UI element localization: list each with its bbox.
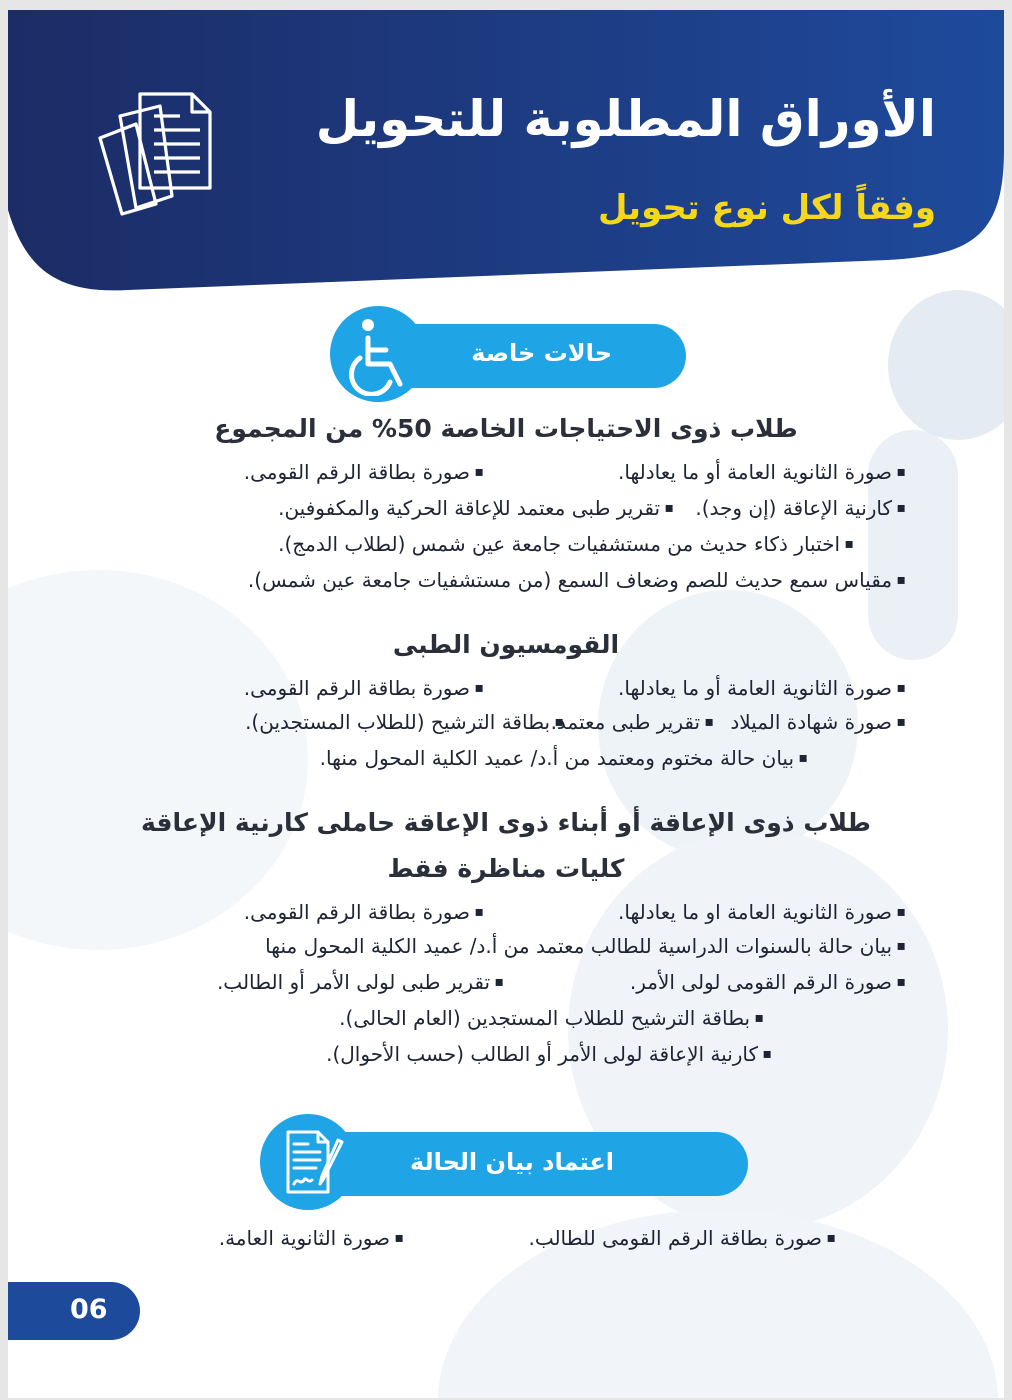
list-item: ▪ تقرير طبى لولى الأمر أو الطالب.: [217, 970, 504, 994]
list-item: ▪ صورة الثانوية العامة او ما يعادلها.: [618, 900, 906, 924]
group-heading: القومسيون الطبى: [392, 630, 620, 659]
group-heading: طلاب ذوى الإعاقة أو أبناء ذوى الإعاقة حاملى كارنية الإعاقة: [141, 808, 871, 837]
list-item: ▪ مقياس سمع حديث للصم وضعاف السمع (من مستشفيات جامعة عين شمس).: [248, 568, 906, 592]
list-item: ▪ صورة الثانوية العامة أو ما يعادلها.: [618, 460, 906, 484]
list-item: ▪ كارنية الإعاقة (إن وجد).: [695, 496, 906, 520]
page: [8, 10, 1004, 1398]
list-item: ▪ صورة بطاقة الرقم القومى.: [244, 900, 484, 924]
page-number: 06: [70, 1294, 108, 1325]
list-item: ▪ بطاقة الترشيح للطلاب المستجدين (العام الحالى).: [339, 1006, 764, 1030]
list-item: ▪ صورة بطاقة الرقم القومى للطالب.: [528, 1226, 836, 1250]
header-banner: [8, 10, 1004, 300]
section-label: اعتماد بيان الحالة: [410, 1148, 614, 1176]
group-heading: كليات مناظرة فقط: [387, 854, 625, 883]
page-subtitle: وفقاً لكل نوع تحويل: [597, 188, 936, 228]
list-item: ▪ صورة بطاقة الرقم القومى.: [244, 460, 484, 484]
list-item: ▪ صورة الثانوية العامة.: [219, 1226, 404, 1250]
list-item: ▪ بيان حالة مختوم ومعتمد من أ.د/ عميد الكلية المحول منها.: [320, 746, 808, 770]
list-item: ▪ صورة الرقم القومى لولى الأمر.: [630, 970, 906, 994]
list-item: ▪ كارنية الإعاقة لولى الأمر أو الطالب (حسب الأحوال).: [326, 1042, 772, 1066]
page-number-badge: [8, 1282, 140, 1340]
section-label: حالات خاصة: [471, 339, 612, 367]
list-item: ▪ تقرير طبى معتمد للإعاقة الحركية والمكفوفين.: [278, 496, 674, 520]
background-shape: [8, 570, 308, 950]
list-item: ▪ صورة بطاقة الرقم القومى.: [244, 676, 484, 700]
group-heading: طلاب ذوى الاحتياجات الخاصة 50% من المجموع: [214, 414, 798, 443]
wheelchair-icon: [346, 316, 412, 400]
list-item: ▪ صورة الثانوية العامة أو ما يعادلها.: [618, 676, 906, 700]
list-item: ▪ تقرير طبى معتمد.: [551, 710, 714, 734]
list-item: ▪ بيان حالة بالسنوات الدراسية للطالب معتمد من أ.د/ عميد الكلية المحول منها: [265, 934, 906, 958]
list-item: ▪ اختبار ذكاء حديث من مستشفيات جامعة عين شمس (لطلاب الدمج).: [278, 532, 854, 556]
page-title: الأوراق المطلوبة للتحويل: [315, 90, 936, 148]
signed-document-icon: [280, 1128, 350, 1202]
list-item: ▪ بطاقة الترشيح (للطلاب المستجدين).: [245, 710, 564, 734]
list-item: ▪ صورة شهادة الميلاد: [730, 710, 906, 734]
